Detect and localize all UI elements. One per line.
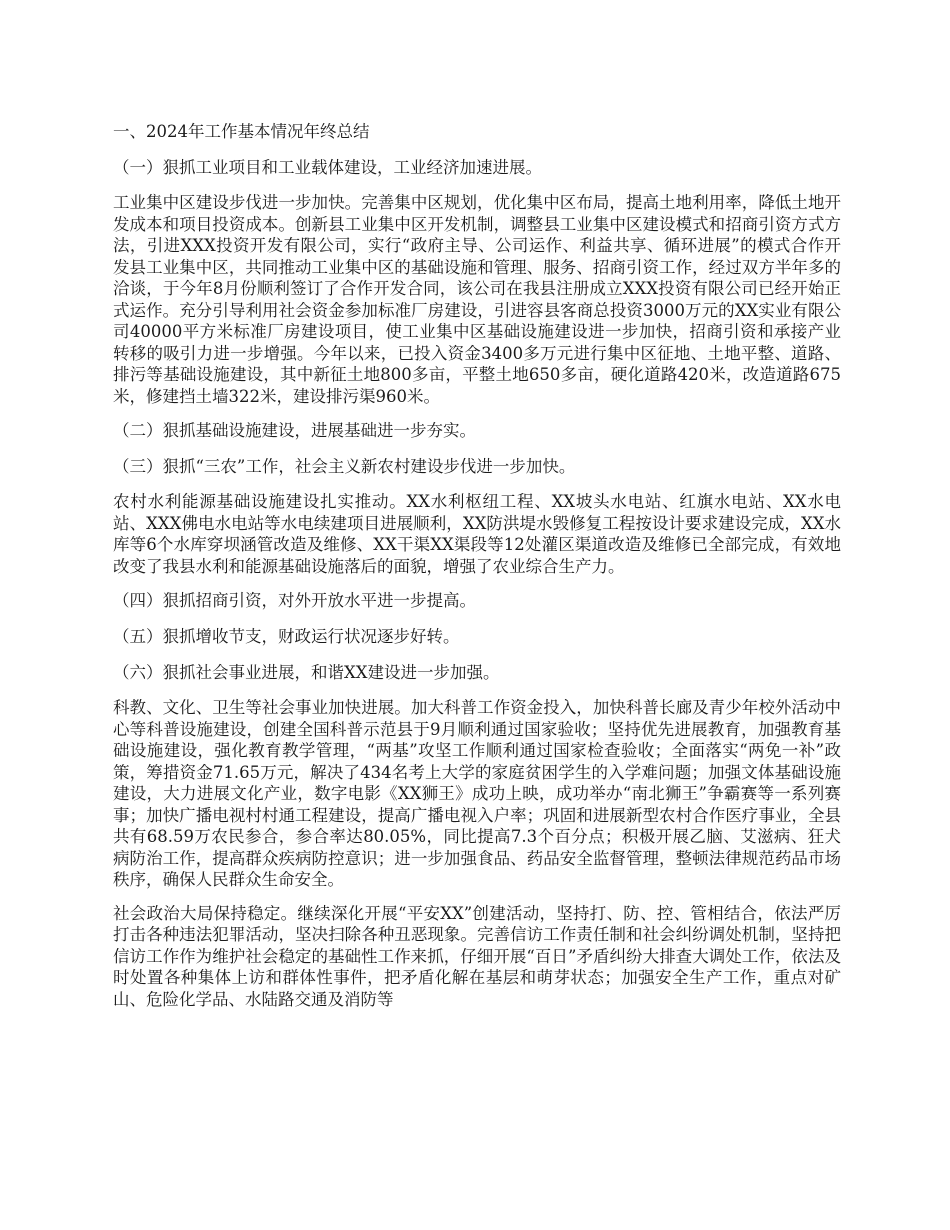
subsection-heading: （六）狠抓社会事业进展，和谐XX建设进一步加强。 xyxy=(113,663,500,682)
document-page xyxy=(113,120,841,1022)
body-paragraph: 工业集中区建设步伐进一步加快。完善集中区规划，优化集中区布局，提高土地利用率，降低土地开发成本和项目投资成本。创新县工业集中区开发机制，调整县工业集中区建设模式和招商引资方式方法，引进XXX投资开发有限公司，实行“政府主导、公司运作、利益共享、循环进展”的模式合作开发县工业集中区，共同推动工业集中区的基础设施和管理、服务、招商引资工作，经过双方半年多的洽谈，于今年8月份顺利签订了合作开发合同，该公司在我县注册成立XXX投资有限公司已经开始正式运作。充分引导利用社会资金参加标准厂房建设，引进容县客商总投资3000万元的XX实业有限公司40000平方米标准厂房建设项目，使工业集中区基础设施建设进一步加快，招商引资和承接产业转移的吸引力进一步增强。今年以来，已投入资金3400多万元进行集中区征地、土地平整、道路、排污等基础设施建设，其中新征土地800多亩，平整土地650多亩，硬化道路420米，改造道路675米，修建挡土墙322米，建设排污渠960米。 xyxy=(113,193,841,406)
subsection-heading: （五）狠抓增收节支，财政运行状况逐步好转。 xyxy=(113,627,460,646)
subsection-heading: （四）狠抓招商引资，对外开放水平进一步提高。 xyxy=(113,591,476,610)
section-heading: 一、2024年工作基本情况年终总结 xyxy=(113,122,370,141)
subsection-heading: （一）狠抓工业项目和工业载体建设，工业经济加速进展。 xyxy=(113,158,542,177)
subsection-heading: （三）狠抓“三农”工作，社会主义新农村建设步伐进一步加快。 xyxy=(113,457,576,476)
body-paragraph: 科教、文化、卫生等社会事业加快进展。加大科普工作资金投入，加快科普长廊及青少年校外活动中心等科普设施建设，创建全国科普示范县于9月顺利通过国家验收；坚持优先进展教育，加强教育基础设施建设，强化教育教学管理，“两基”攻坚工作顺利通过国家检查验收；全面落实“两免一补”政策，筹措资金71.65万元，解决了434名考上大学的家庭贫困学生的入学难问题；加强文体基础设施建设，大力进展文化产业，数字电影《XX狮王》成功上映，成功举办“南北狮王”争霸赛等一系列赛事；加快广播电视村村通工程建设，提高广播电视入户率；巩固和进展新型农村合作医疗事业，全县共有68.59万农民参合，参合率达80.05%，同比提高7.3个百分点；积极开展乙脑、艾滋病、狂犬病防治工作，提高群众疾病防控意识；进一步加强食品、药品安全监督管理，整顿法律规范药品市场秩序，确保人民群众生命安全。 xyxy=(113,698,841,889)
body-paragraph: 社会政治大局保持稳定。继续深化开展“平安XX”创建活动，坚持打、防、控、管相结合，依法严厉打击各种违法犯罪活动，坚决扫除各种丑恶现象。完善信访工作责任制和社会纠纷调处机制，坚持把信访工作作为维护社会稳定的基础性工作来抓，仔细开展“百日”矛盾纠纷大排查大调处工作，依法及时处置各种集体上访和群体性事件，把矛盾化解在基层和萌芽状态；加强安全生产工作，重点对矿山、危险化学品、水陆路交通及消防等 xyxy=(113,903,841,1009)
subsection-heading: （二）狠抓基础设施建设，进展基础进一步夯实。 xyxy=(113,421,476,440)
body-paragraph: 农村水利能源基础设施建设扎实推动。XX水利枢纽工程、XX坡头水电站、红旗水电站、XX水电站、XXX佛电水电站等水电续建项目进展顺利，XX防洪堤水毁修复工程按设计要求建设完成，XX水库等6个水库穿坝涵管改造及维修、XX干渠XX渠段等12处灌区渠道改造及维修已全部完成，有效地改变了我县水利和能源基础设施落后的面貌，增强了农业综合生产力。 xyxy=(113,492,841,576)
